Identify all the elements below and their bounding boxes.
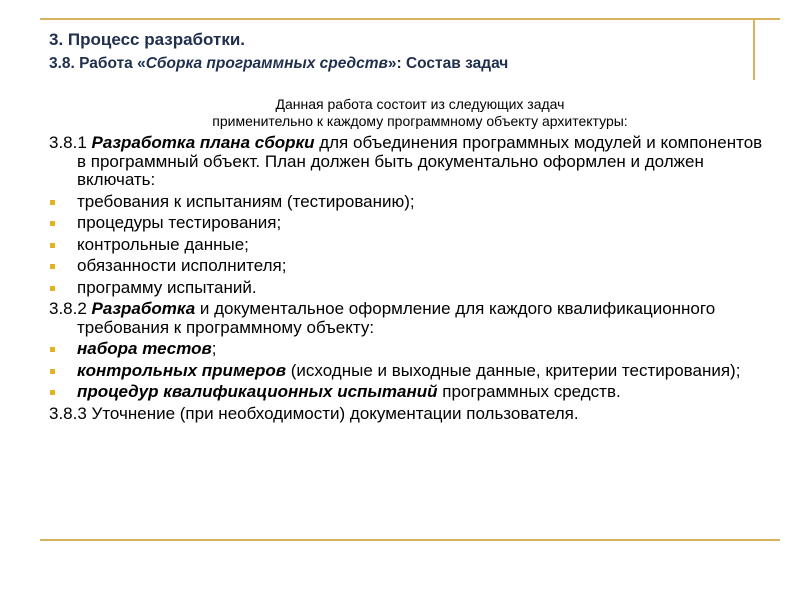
- list-item: набора тестов;: [49, 340, 769, 359]
- slide-content: [49, 134, 769, 426]
- list-item: требования к испытаниям (тестированию);: [49, 193, 769, 212]
- bullet-icon: [50, 221, 55, 226]
- list-item: процедуры тестирования;: [49, 214, 769, 233]
- bottom-rule: [40, 539, 780, 541]
- slide-subtitle: 3.8. Работа «Сборка программных средств»: Состав задач: [49, 55, 509, 72]
- vertical-rule: [753, 18, 755, 80]
- list-item: обязанности исполнителя;: [49, 257, 769, 276]
- slide-title: 3. Процесс разработки.: [49, 30, 246, 49]
- section-3-8-1: 3.8.1 Разработка плана сборки для объединения программных модулей и компонентов в программный объект. План должен быть документально оформлен и должен включать:: [49, 133, 763, 189]
- bullet-icon: [50, 264, 55, 269]
- list-item: программу испытаний.: [49, 279, 769, 298]
- bullet-icon: [50, 243, 55, 248]
- list-item: контрольных примеров (исходные и выходные данные, критерии тестирования);: [49, 362, 769, 381]
- bullet-icon: [50, 390, 55, 395]
- bullet-icon: [50, 200, 55, 205]
- intro-text: Данная работа состоит из следующих задач применительно к каждому программному объекту архитектуры:: [212, 96, 628, 129]
- section-3-8-2: 3.8.2 Разработка и документальное оформление для каждого квалификационного требования к программному объекту:: [49, 299, 716, 337]
- bullet-icon: [50, 369, 55, 374]
- list-item: процедур квалификационных испытаний программных средств.: [49, 383, 769, 402]
- bullet-icon: [50, 347, 55, 352]
- bullet-icon: [50, 286, 55, 291]
- list-item: контрольные данные;: [49, 236, 769, 255]
- top-rule: [40, 18, 780, 20]
- section-3-8-3: 3.8.3 Уточнение (при необходимости) документации пользователя.: [49, 403, 579, 423]
